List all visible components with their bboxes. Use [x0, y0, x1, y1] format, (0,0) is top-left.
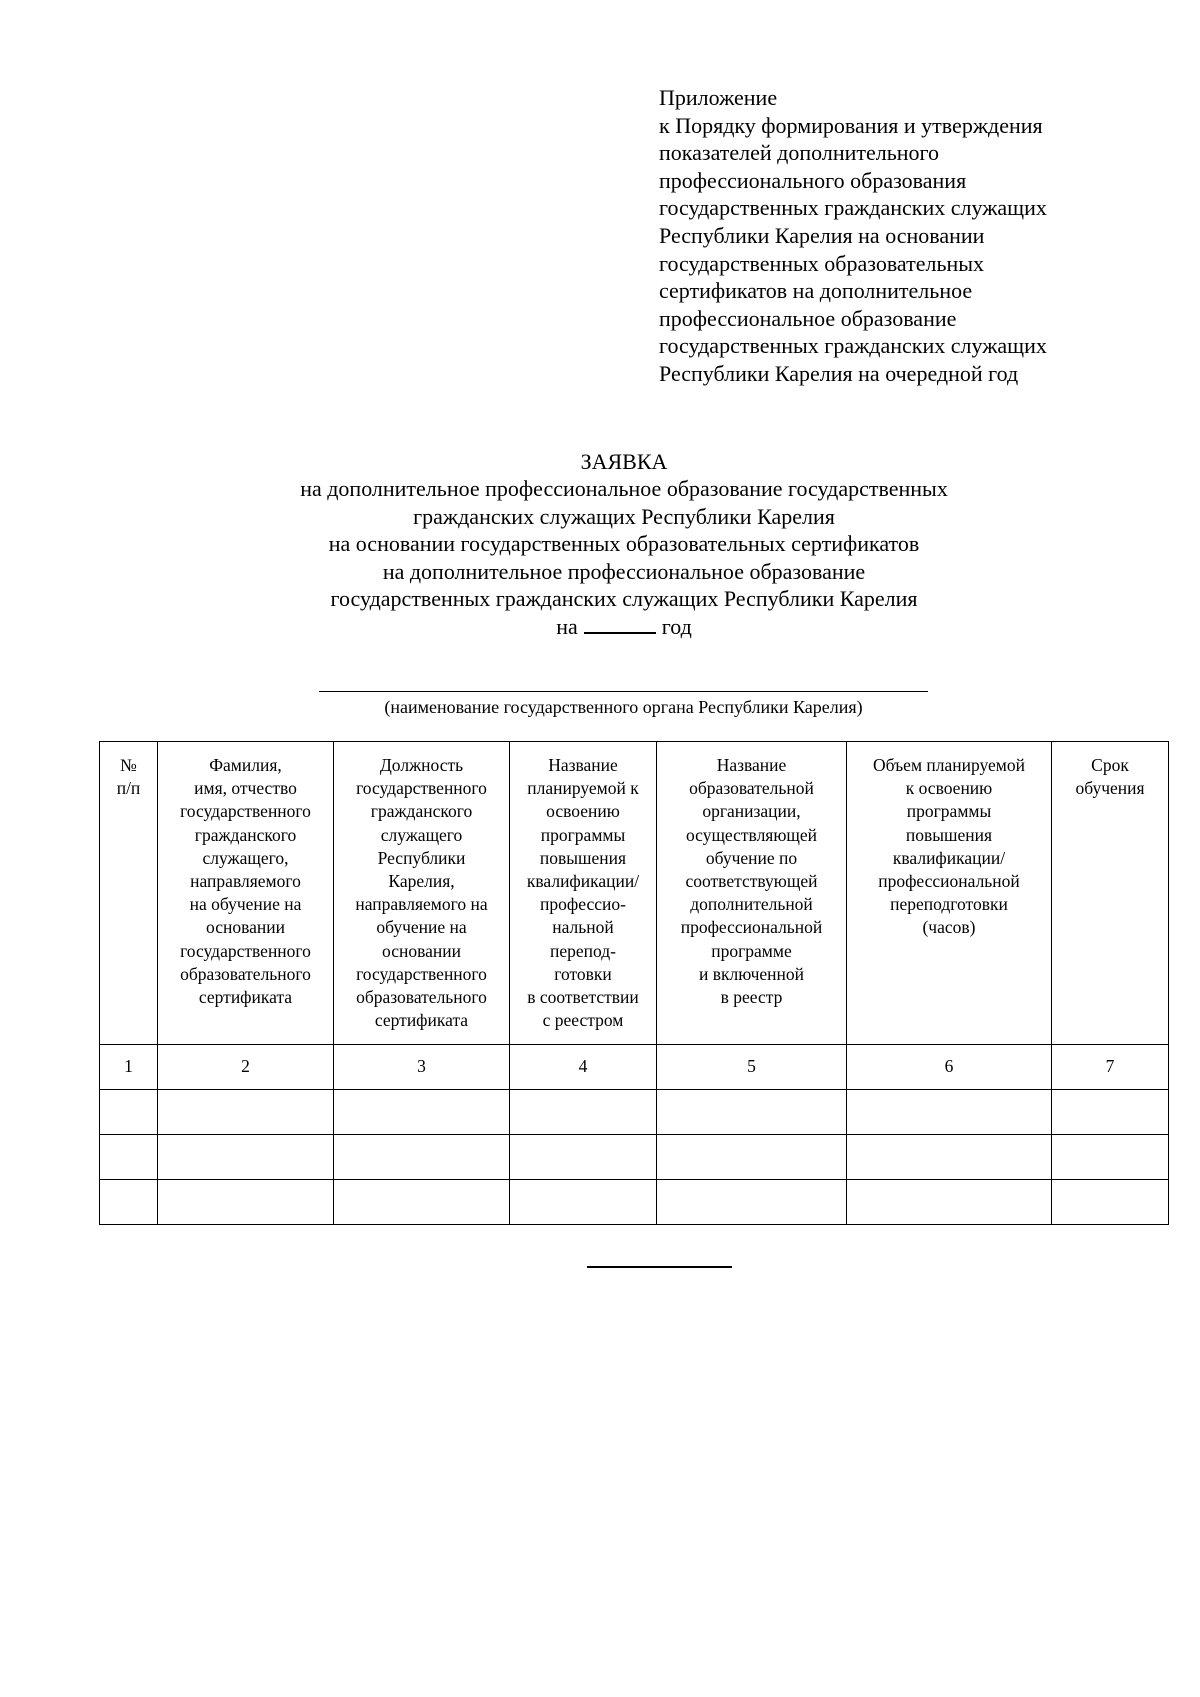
- header-text-line: Срок: [1091, 755, 1129, 775]
- title-lines: [0, 475, 1200, 612]
- header-text-line: профессиональной: [680, 917, 823, 938]
- header-text-line: нальной: [552, 917, 614, 938]
- header-text-line: Республики: [377, 847, 466, 868]
- header-text-line: готовки: [554, 963, 612, 984]
- header-text-line: государственного: [180, 940, 311, 961]
- header-text-line: повышения: [905, 824, 993, 845]
- table-cell[interactable]: [334, 1180, 510, 1225]
- end-divider: [587, 1266, 732, 1268]
- header-text-line: государственного: [180, 801, 311, 822]
- header-text-line: Название: [716, 755, 787, 775]
- header-text-line: планируемой к: [527, 778, 639, 799]
- table-cell[interactable]: [510, 1180, 657, 1225]
- header-text-line: организации,: [702, 801, 801, 822]
- table-cell[interactable]: [1052, 1090, 1169, 1135]
- table-row: [100, 1135, 1169, 1180]
- header-text-line: программы: [906, 801, 992, 822]
- title-line: гражданских служащих Республики Карелия: [413, 503, 835, 529]
- table-cell[interactable]: [657, 1090, 847, 1135]
- header-text-line: сертификата: [198, 987, 293, 1008]
- header-text-line: переподготовки: [890, 894, 1008, 915]
- header-text-line: в соответствии: [527, 987, 639, 1008]
- header-text-line: обучение по: [705, 847, 798, 868]
- org-name-caption: (наименование государственного органа Республики Карелия): [384, 697, 863, 717]
- header-text-line: дополнительной: [690, 894, 813, 915]
- table-cell[interactable]: [510, 1135, 657, 1180]
- table-cell[interactable]: [1052, 1180, 1169, 1225]
- table-cell[interactable]: [657, 1180, 847, 1225]
- column-header-2: [158, 742, 334, 1045]
- header-text-line: п/п: [116, 778, 141, 799]
- appendix-line: показателей дополнительного: [659, 140, 940, 166]
- appendix-line: профессионального образования: [659, 167, 967, 193]
- header-text-line: основании: [206, 917, 285, 938]
- appendix-line: профессиональное образование: [659, 305, 957, 331]
- table-cell[interactable]: [158, 1090, 334, 1135]
- appendix-line: Республики Карелия на очередной год: [659, 360, 1019, 386]
- appendix-line: государственных образовательных: [659, 250, 985, 276]
- title-line: на основании государственных образовательных сертификатов: [328, 531, 920, 557]
- column-number: 6: [847, 1045, 1052, 1090]
- header-text-line: образовательной: [689, 778, 814, 799]
- document-heading: ЗАЯВКА: [580, 449, 668, 474]
- header-text-line: основании: [382, 940, 461, 961]
- table-cell[interactable]: [334, 1135, 510, 1180]
- column-number: 1: [100, 1045, 158, 1090]
- header-text-line: государственного: [356, 963, 487, 984]
- column-number: 3: [334, 1045, 510, 1090]
- table-cell[interactable]: [100, 1090, 158, 1135]
- appendix-line: сертификатов на дополнительное: [659, 278, 973, 304]
- column-header-7: [1052, 742, 1169, 1045]
- table-cell[interactable]: [847, 1180, 1052, 1225]
- header-text-line: соответствующей: [685, 871, 818, 892]
- header-text-line: Фамилия,: [209, 755, 282, 775]
- table-row: [100, 1090, 1169, 1135]
- year-suffix: год: [661, 614, 692, 640]
- header-text-line: квалификации/: [526, 871, 640, 892]
- table-cell[interactable]: [100, 1180, 158, 1225]
- table-header-row: [100, 742, 1169, 1045]
- header-text-line: программе: [711, 940, 792, 961]
- header-text-line: гражданского: [370, 801, 473, 822]
- header-text-line: к освоению: [905, 778, 993, 799]
- header-text-line: сертификата: [374, 1010, 469, 1031]
- header-text-line: профессио-: [540, 894, 626, 915]
- header-text-line: служащего,: [202, 847, 289, 868]
- table-row: [100, 1180, 1169, 1225]
- title-line: государственных гражданских служащих Республики Карелия: [330, 586, 918, 612]
- org-name-blank-field[interactable]: [319, 691, 928, 692]
- header-text-line: с реестром: [542, 1010, 624, 1031]
- header-text-line: служащего: [380, 824, 463, 845]
- appendix-line: государственных гражданских служащих: [659, 195, 1047, 221]
- table-cell[interactable]: [158, 1135, 334, 1180]
- header-text-line: освоению: [546, 801, 620, 822]
- header-text-line: образовательного: [356, 987, 487, 1008]
- header-text-line: осуществляющей: [685, 824, 818, 845]
- column-header-1: [100, 742, 158, 1045]
- appendix-line: Республики Карелия на основании: [659, 222, 985, 248]
- appendix-line: к Порядку формирования и утверждения: [659, 112, 1043, 138]
- title-line: на дополнительное профессиональное образование государственных: [300, 476, 948, 502]
- header-text-line: направляемого на: [355, 894, 488, 915]
- header-text-line: гражданского: [194, 824, 297, 845]
- header-text-line: №: [120, 755, 137, 775]
- application-title: [0, 448, 1200, 641]
- header-text-line: обучение на: [376, 917, 467, 938]
- column-header-5: [657, 742, 847, 1045]
- appendix-note: [659, 84, 1159, 388]
- column-header-6: [847, 742, 1052, 1045]
- year-prefix: на: [556, 614, 578, 640]
- appendix-line: государственных гражданских служащих: [659, 333, 1047, 359]
- table-cell[interactable]: [158, 1180, 334, 1225]
- column-number: 7: [1052, 1045, 1169, 1090]
- header-text-line: повышения: [539, 847, 627, 868]
- application-table: [99, 741, 1169, 1225]
- column-number: 2: [158, 1045, 334, 1090]
- header-text-line: Название: [548, 755, 618, 775]
- column-number: 5: [657, 1045, 847, 1090]
- header-text-line: квалификации/: [892, 847, 1006, 868]
- year-line: [0, 612, 1200, 640]
- column-header-3: [334, 742, 510, 1045]
- header-text-line: на обучение на: [189, 894, 302, 915]
- header-text-line: имя, отчество: [194, 778, 297, 799]
- header-text-line: программы: [540, 824, 626, 845]
- title-line: на дополнительное профессиональное образование: [382, 558, 866, 584]
- header-text-line: направляемого: [190, 871, 301, 892]
- header-text-line: профессиональной: [878, 871, 1020, 892]
- header-text-line: в реестр: [720, 987, 783, 1008]
- table-cell[interactable]: [1052, 1135, 1169, 1180]
- table-cell[interactable]: [510, 1090, 657, 1135]
- header-text-line: государственного: [356, 778, 487, 799]
- table-cell[interactable]: [657, 1135, 847, 1180]
- year-blank-field[interactable]: [584, 612, 656, 634]
- header-text-line: Объем планируемой: [873, 755, 1025, 775]
- table-cell[interactable]: [334, 1090, 510, 1135]
- table-cell[interactable]: [100, 1135, 158, 1180]
- header-text-line: Карелия,: [388, 871, 455, 892]
- column-number-row: [100, 1045, 1169, 1090]
- table-cell[interactable]: [847, 1090, 1052, 1135]
- column-header-4: [510, 742, 657, 1045]
- header-text-line: Должность: [379, 755, 464, 775]
- table-cell[interactable]: [847, 1135, 1052, 1180]
- header-text-line: обучения: [1075, 778, 1145, 799]
- column-number: 4: [510, 1045, 657, 1090]
- header-text-line: перепод-: [550, 940, 616, 961]
- header-text-line: и включенной: [698, 963, 805, 984]
- appendix-line: Приложение: [659, 85, 778, 110]
- header-text-line: образовательного: [180, 963, 311, 984]
- header-text-line: (часов): [922, 917, 976, 938]
